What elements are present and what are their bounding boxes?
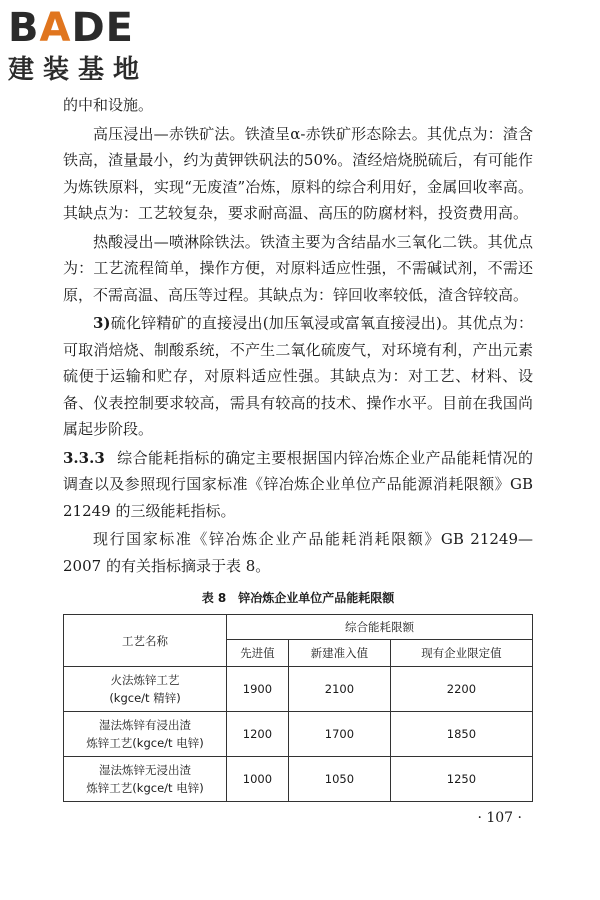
brand-logo [8, 6, 178, 90]
column-header-group: 综合能耗限额 [227, 615, 533, 640]
cell-new-entry: 1700 [288, 712, 390, 757]
paragraph-direct-leach: 3)硫化锌精矿的直接浸出(加压氧浸或富氧直接浸出)。其优点为：可取消焙烧、制酸系统，不产生二氧化硫废气，对环境有利，产出元素硫便于运输和贮存，对原料适应性强。其缺点为：对工艺、材料、设备、仪表控制要求较高，需具有较高的技术、操作水平。目前在我国尚属起步阶段。 [63, 314, 533, 438]
paragraph-standard-reference: 现行国家标准《锌冶炼企业产品能耗消耗限额》GB 21249—2007 的有关指标摘录于表 8。 [63, 530, 533, 575]
paragraph-section-3-3-3: 3.3.3 综合能耗指标的确定主要根据国内锌冶炼企业产品能耗情况的调查以及参照现行国家标准《锌冶炼企业单位产品能源消耗限额》GB 21249 的三级能耗指标。 [63, 448, 533, 520]
cell-new-entry: 2100 [288, 667, 390, 712]
cell-advanced: 1000 [227, 757, 289, 802]
page-body [63, 92, 533, 802]
energy-limit-table [63, 614, 533, 802]
table-row [64, 757, 533, 802]
table-caption: 表 8 锌冶炼企业单位产品能耗限额 [201, 591, 395, 605]
paragraph-high-pressure-leach: 高压浸出—赤铁矿法。铁渣呈α-赤铁矿形态除去。其优点为：渣含铁高，渣量最小，约为黄钾铁矾法的50%。渣经焙烧脱硫后，有可能作为炼铁原料，实现“无废渣”冶炼，原料的综合利用好，金属回收率高。其缺点为：工艺较复杂，要求耐高温、高压的防腐材料，投资费用高。 [63, 124, 533, 222]
cell-existing-limit: 2200 [390, 667, 532, 712]
table-row [64, 712, 533, 757]
table-row [64, 667, 533, 712]
cell-existing-limit: 1250 [390, 757, 532, 802]
cell-new-entry: 1050 [288, 757, 390, 802]
cell-advanced: 1200 [227, 712, 289, 757]
column-header-new-entry: 新建准入值 [288, 640, 390, 667]
cell-existing-limit: 1850 [390, 712, 532, 757]
row-process-name: 火法炼锌工艺 (kgce/t 精锌) [64, 667, 227, 712]
logo-wordmark: BADE [8, 5, 134, 51]
page-number: · 107 · [477, 810, 522, 826]
list-number: 3) [93, 314, 111, 332]
paragraph-continuation: 的中和设施。 [63, 96, 154, 114]
column-header-existing-limit: 现有企业限定值 [390, 640, 532, 667]
row-process-name: 湿法炼锌有浸出渣 炼锌工艺(kgce/t 电锌) [64, 712, 227, 757]
cell-advanced: 1900 [227, 667, 289, 712]
section-number: 3.3.3 [63, 448, 105, 467]
column-header-process: 工艺名称 [64, 615, 227, 667]
paragraph-hot-acid-leach: 热酸浸出—喷淋除铁法。铁渣主要为含结晶水三氧化二铁。其优点为：工艺流程简单，操作方便，对原料适应性强，不需碱试剂，不需还原，不需高温、高压等过程。其缺点为：锌回收率较低，渣含锌较高。 [63, 232, 533, 304]
logo-tagline: 建装基地 [8, 55, 149, 85]
column-header-advanced: 先进值 [227, 640, 289, 667]
row-process-name: 湿法炼锌无浸出渣 炼锌工艺(kgce/t 电锌) [64, 757, 227, 802]
